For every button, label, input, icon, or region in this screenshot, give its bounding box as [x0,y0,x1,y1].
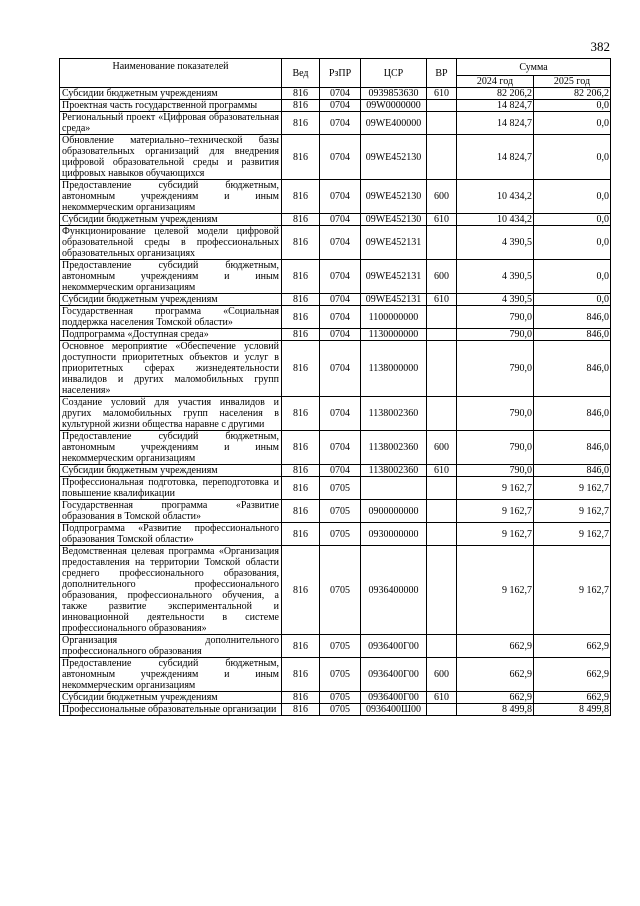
cell-ved: 816 [282,704,320,716]
cell-ved: 816 [282,341,320,397]
cell-vr: 600 [427,260,457,294]
cell-rzpr: 0704 [320,135,361,180]
cell-vr [427,135,457,180]
cell-name: Субсидии бюджетным учреждениям [60,465,282,477]
table-row [60,635,611,658]
cell-csr: 09WE452130 [361,214,427,226]
cell-vr: 610 [427,465,457,477]
cell-name: Предоставление субсидий бюджетным, автономным учреждениям и иным некоммерческим организациям [60,658,282,692]
cell-vr [427,477,457,500]
cell-2025: 0,0 [534,260,611,294]
table-row [60,341,611,397]
cell-rzpr: 0705 [320,692,361,704]
cell-csr: 0900000000 [361,500,427,523]
cell-ved: 816 [282,477,320,500]
table-row [60,294,611,306]
cell-ved: 816 [282,500,320,523]
cell-2024: 9 162,7 [457,546,534,635]
table-row [60,226,611,260]
table-row [60,465,611,477]
cell-vr: 600 [427,658,457,692]
cell-ved: 816 [282,465,320,477]
cell-2025: 846,0 [534,341,611,397]
table-row [60,704,611,716]
cell-name: Создание условий для участия инвалидов и других маломобильных групп населения в культурной жизни общества наравне с другими [60,397,282,431]
cell-ved: 816 [282,546,320,635]
cell-vr: 600 [427,180,457,214]
cell-rzpr: 0705 [320,500,361,523]
cell-name: Ведомственная целевая программа «Организация предоставления на территории Томской области среднего профессионального образования, дополнительного профессионального образования, профессионального обучения, а также развитие экспериментальной и инновационной деятельности в системе профессионального образования» [60,546,282,635]
header-2024: 2024 год [457,76,534,88]
cell-vr: 610 [427,88,457,100]
cell-ved: 816 [282,294,320,306]
header-vr: ВР [427,59,457,88]
table-row [60,135,611,180]
cell-csr: 1130000000 [361,329,427,341]
cell-csr: 0930000000 [361,523,427,546]
header-rzpr: РзПР [320,59,361,88]
cell-2025: 0,0 [534,226,611,260]
cell-2024: 10 434,2 [457,214,534,226]
cell-name: Региональный проект «Цифровая образовательная среда» [60,112,282,135]
cell-rzpr: 0705 [320,704,361,716]
header-ved: Вед [282,59,320,88]
header-sum: Сумма [457,59,611,76]
table-row [60,500,611,523]
cell-csr: 09WE452131 [361,226,427,260]
cell-rzpr: 0704 [320,306,361,329]
cell-2024: 790,0 [457,306,534,329]
cell-2025: 0,0 [534,214,611,226]
budget-table [59,58,611,716]
cell-csr: 0936400Ш00 [361,704,427,716]
cell-ved: 816 [282,523,320,546]
cell-rzpr: 0705 [320,477,361,500]
cell-2025: 846,0 [534,329,611,341]
cell-vr: 600 [427,431,457,465]
cell-ved: 816 [282,692,320,704]
cell-rzpr: 0704 [320,294,361,306]
cell-ved: 816 [282,658,320,692]
table-row [60,431,611,465]
cell-name: Профессиональная подготовка, переподготовка и повышение квалификации [60,477,282,500]
cell-2024: 662,9 [457,658,534,692]
cell-csr: 1138002360 [361,431,427,465]
cell-rzpr: 0705 [320,523,361,546]
cell-2025: 662,9 [534,658,611,692]
cell-2024: 4 390,5 [457,260,534,294]
cell-rzpr: 0704 [320,431,361,465]
cell-name: Субсидии бюджетным учреждениям [60,214,282,226]
cell-2025: 9 162,7 [534,477,611,500]
cell-2024: 9 162,7 [457,477,534,500]
cell-ved: 816 [282,180,320,214]
cell-csr: 1138000000 [361,341,427,397]
cell-vr [427,100,457,112]
cell-csr: 09WE400000 [361,112,427,135]
cell-name: Обновление материально–технической базы образовательных организаций для внедрения цифровой образовательной среды и развития цифровых навыков обучающихся [60,135,282,180]
cell-2024: 790,0 [457,431,534,465]
table-row [60,397,611,431]
cell-vr [427,112,457,135]
cell-2024: 9 162,7 [457,500,534,523]
cell-2025: 9 162,7 [534,546,611,635]
cell-csr: 1138002360 [361,465,427,477]
cell-vr [427,546,457,635]
cell-2024: 790,0 [457,465,534,477]
cell-name: Проектная часть государственной программы [60,100,282,112]
table-row [60,658,611,692]
cell-ved: 816 [282,88,320,100]
cell-ved: 816 [282,397,320,431]
cell-csr: 0936400Г00 [361,692,427,704]
cell-name: Субсидии бюджетным учреждениям [60,88,282,100]
cell-2025: 9 162,7 [534,523,611,546]
cell-vr [427,341,457,397]
cell-rzpr: 0704 [320,226,361,260]
header-csr: ЦСР [361,59,427,88]
cell-rzpr: 0704 [320,329,361,341]
cell-name: Субсидии бюджетным учреждениям [60,294,282,306]
cell-2024: 662,9 [457,635,534,658]
cell-2025: 846,0 [534,465,611,477]
cell-csr: 09W0000000 [361,100,427,112]
cell-ved: 816 [282,135,320,180]
cell-2024: 10 434,2 [457,180,534,214]
cell-rzpr: 0704 [320,214,361,226]
cell-rzpr: 0705 [320,658,361,692]
cell-rzpr: 0704 [320,341,361,397]
cell-rzpr: 0704 [320,100,361,112]
table-row [60,306,611,329]
cell-rzpr: 0705 [320,635,361,658]
cell-2024: 4 390,5 [457,226,534,260]
cell-csr: 0936400Г00 [361,635,427,658]
cell-name: Основное мероприятие «Обеспечение условий доступности приоритетных объектов и услуг в приоритетных сферах жизнедеятельности инвалидов и других маломобильных групп населения» [60,341,282,397]
cell-vr: 610 [427,692,457,704]
cell-rzpr: 0704 [320,88,361,100]
cell-name: Государственная программа «Социальная поддержка населения Томской области» [60,306,282,329]
cell-vr: 610 [427,294,457,306]
cell-csr: 0936400Г00 [361,658,427,692]
table-row [60,88,611,100]
cell-2025: 0,0 [534,135,611,180]
cell-rzpr: 0705 [320,546,361,635]
cell-name: Подпрограмма «Развитие профессионального образования Томской области» [60,523,282,546]
cell-csr: 1138002360 [361,397,427,431]
table-row [60,100,611,112]
cell-name: Субсидии бюджетным учреждениям [60,692,282,704]
cell-2025: 0,0 [534,100,611,112]
header-name: Наименование показателей [60,59,282,88]
cell-2024: 14 824,7 [457,100,534,112]
cell-ved: 816 [282,329,320,341]
cell-ved: 816 [282,100,320,112]
cell-name: Предоставление субсидий бюджетным, автономным учреждениям и иным некоммерческим организациям [60,260,282,294]
cell-2024: 790,0 [457,341,534,397]
cell-2024: 9 162,7 [457,523,534,546]
table-row [60,546,611,635]
cell-rzpr: 0704 [320,465,361,477]
cell-vr [427,704,457,716]
cell-rzpr: 0704 [320,260,361,294]
cell-2024: 4 390,5 [457,294,534,306]
cell-csr: 09WE452131 [361,294,427,306]
table-row [60,214,611,226]
cell-name: Предоставление субсидий бюджетным, автономным учреждениям и иным некоммерческим организациям [60,431,282,465]
cell-2025: 662,9 [534,692,611,704]
cell-rzpr: 0704 [320,112,361,135]
cell-name: Профессиональные образовательные организации [60,704,282,716]
cell-2024: 14 824,7 [457,135,534,180]
cell-name: Предоставление субсидий бюджетным, автономным учреждениям и иным некоммерческим организациям [60,180,282,214]
cell-rzpr: 0704 [320,180,361,214]
cell-csr: 1100000000 [361,306,427,329]
cell-vr [427,329,457,341]
cell-ved: 816 [282,306,320,329]
cell-2025: 846,0 [534,306,611,329]
cell-ved: 816 [282,214,320,226]
cell-vr: 610 [427,214,457,226]
cell-vr [427,523,457,546]
cell-vr [427,306,457,329]
table-row [60,112,611,135]
table-body [60,88,611,716]
cell-csr: 09WE452130 [361,135,427,180]
cell-vr [427,500,457,523]
cell-name: Подпрограмма «Доступная среда» [60,329,282,341]
table-row [60,180,611,214]
cell-csr: 0936400000 [361,546,427,635]
cell-name: Организация дополнительного профессионального образования [60,635,282,658]
cell-2025: 0,0 [534,180,611,214]
cell-ved: 816 [282,226,320,260]
table-row [60,692,611,704]
header-2025: 2025 год [534,76,611,88]
table-row [60,477,611,500]
cell-2025: 662,9 [534,635,611,658]
cell-2025: 82 206,2 [534,88,611,100]
cell-ved: 816 [282,260,320,294]
cell-vr [427,226,457,260]
cell-2025: 0,0 [534,112,611,135]
cell-csr: 0939853630 [361,88,427,100]
cell-2025: 846,0 [534,397,611,431]
cell-2024: 8 499,8 [457,704,534,716]
cell-ved: 816 [282,635,320,658]
cell-csr [361,477,427,500]
cell-2025: 8 499,8 [534,704,611,716]
cell-csr: 09WE452131 [361,260,427,294]
cell-2025: 9 162,7 [534,500,611,523]
cell-2024: 662,9 [457,692,534,704]
cell-rzpr: 0704 [320,397,361,431]
cell-vr [427,397,457,431]
cell-name: Функционирование целевой модели цифровой образовательной среды в профессиональных образовательных организациях [60,226,282,260]
cell-name: Государственная программа «Развитие образования в Томской области» [60,500,282,523]
cell-ved: 816 [282,431,320,465]
cell-2024: 790,0 [457,329,534,341]
cell-2025: 846,0 [534,431,611,465]
cell-vr [427,635,457,658]
page-number: 382 [590,39,610,54]
cell-2025: 0,0 [534,294,611,306]
cell-2024: 82 206,2 [457,88,534,100]
table-row [60,329,611,341]
cell-csr: 09WE452130 [361,180,427,214]
table-row [60,260,611,294]
cell-2024: 790,0 [457,397,534,431]
cell-2024: 14 824,7 [457,112,534,135]
cell-ved: 816 [282,112,320,135]
table-row [60,523,611,546]
